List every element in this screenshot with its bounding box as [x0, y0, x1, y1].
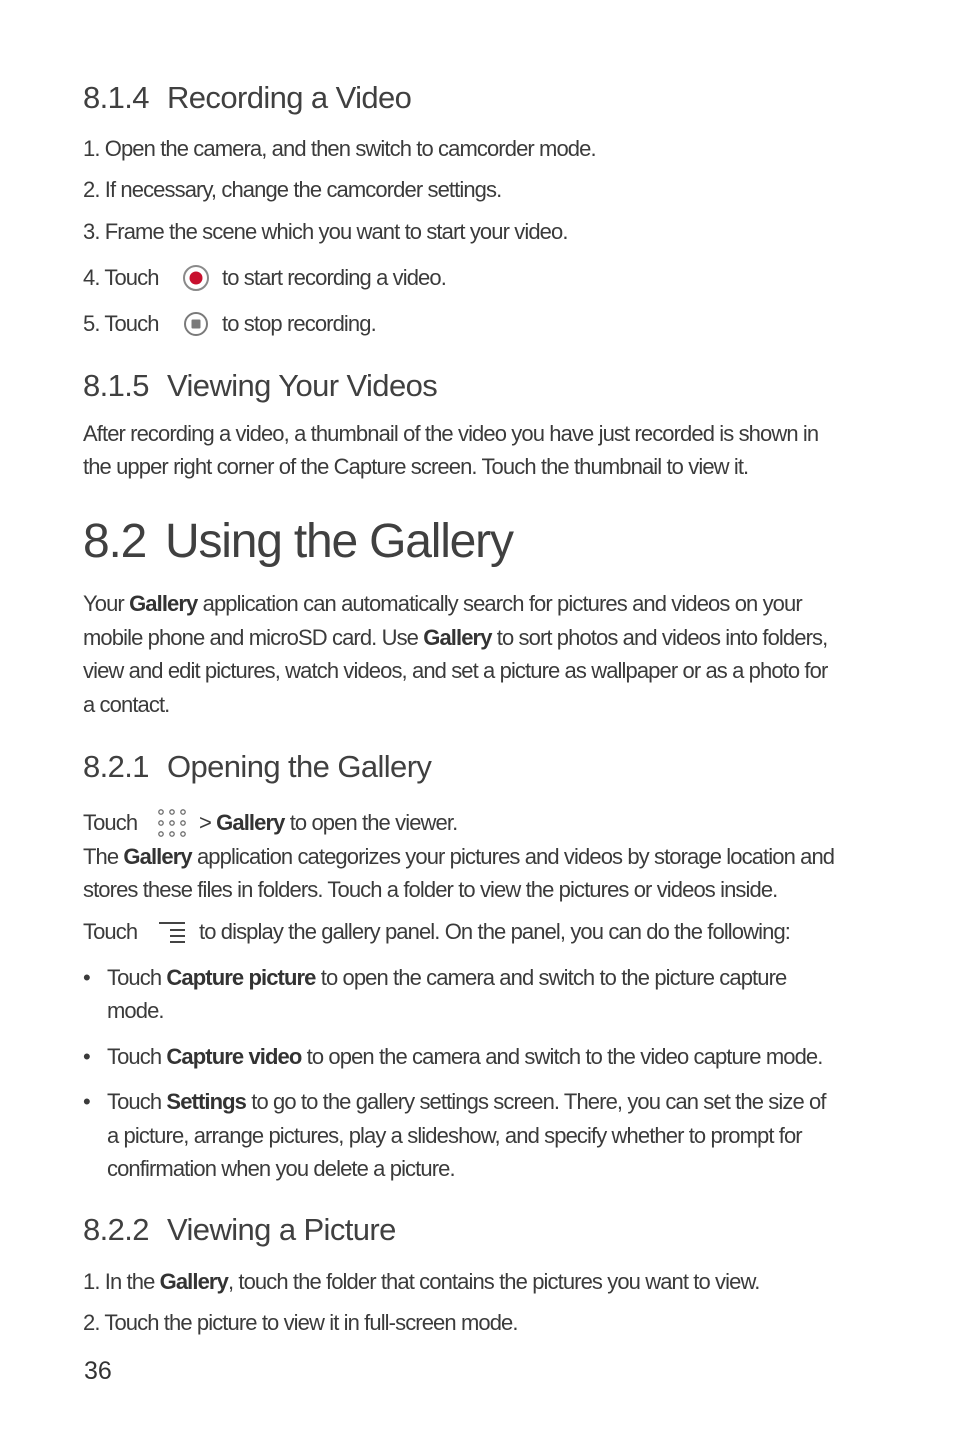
text: mobile phone and microSD card. Use: [83, 625, 424, 650]
step-3: 3. Frame the scene which you want to start your video.: [83, 219, 568, 244]
paragraph-line: [83, 625, 827, 651]
bullet: •: [83, 1044, 90, 1069]
section-number: 8.2: [83, 515, 147, 568]
heading-8-1-5: [83, 368, 437, 404]
paragraph-line: a contact.: [83, 692, 170, 717]
section-title: Using the Gallery: [165, 515, 513, 568]
step-1: [83, 1269, 759, 1295]
gallery-term: Gallery: [216, 810, 285, 835]
text: to go to the gallery settings screen. There, you can set the size of: [246, 1089, 826, 1114]
page-number: 36: [84, 1357, 112, 1385]
list-item-capture-video: [83, 1044, 823, 1070]
text: Touch: [107, 1044, 167, 1069]
section-number: 8.1.4: [83, 80, 149, 115]
section-number: 8.1.5: [83, 368, 149, 403]
text: Touch: [107, 1089, 167, 1114]
open-line-prefix: Touch: [83, 810, 138, 835]
bullet: •: [83, 965, 90, 990]
text: Touch: [107, 965, 167, 990]
text: 1. In the: [83, 1269, 160, 1294]
step-5: [83, 311, 159, 337]
step-1: 1. Open the camera, and then switch to camcorder mode.: [83, 136, 596, 161]
app-grid-icon: [157, 808, 187, 838]
section-title: Recording a Video: [167, 80, 412, 115]
panel-line-prefix: Touch: [83, 919, 138, 944]
text: application can automatically search for pictures and videos on your: [197, 591, 802, 616]
step-5-suffix: to stop recording.: [222, 311, 376, 336]
step-4-prefix: 4. Touch: [83, 265, 159, 290]
record-icon: [182, 264, 210, 292]
paragraph-line: [83, 844, 834, 870]
stop-icon: [183, 311, 209, 337]
open-line: [199, 810, 457, 836]
section-title: Opening the Gallery: [167, 749, 432, 784]
heading-8-2-1: [83, 749, 431, 785]
text: , touch the folder that contains the pictures you want to view.: [227, 1269, 760, 1294]
step-4-suffix: to start recording a video.: [222, 265, 446, 290]
paragraph-line: After recording a video, a thumbnail of the video you have just recorded is shown in: [83, 421, 819, 446]
text: The: [83, 844, 124, 869]
paragraph-line: [83, 591, 802, 617]
heading-8-1-4: [83, 80, 411, 116]
capture-picture-term: Capture picture: [166, 965, 316, 990]
step-2: 2. Touch the picture to view it in full-screen mode.: [83, 1310, 518, 1335]
step-5-prefix: 5. Touch: [83, 311, 159, 336]
bullet: •: [83, 1089, 90, 1114]
panel-line: to display the gallery panel. On the panel, you can do the following:: [199, 919, 790, 944]
list-item-settings: [83, 1089, 826, 1115]
gallery-term: Gallery: [123, 844, 192, 869]
gallery-term: Gallery: [159, 1269, 228, 1294]
paragraph-line: stores these files in folders. Touch a folder to view the pictures or videos inside.: [83, 877, 778, 902]
text: to open the camera and switch to the video capture mode.: [301, 1044, 823, 1069]
settings-term: Settings: [166, 1089, 247, 1114]
gallery-term: Gallery: [129, 591, 198, 616]
list-item-continuation: confirmation when you delete a picture.: [107, 1156, 455, 1181]
list-item-capture-picture: [83, 965, 787, 991]
heading-8-2: [83, 514, 513, 569]
list-item-continuation: mode.: [107, 998, 164, 1023]
section-title: Viewing Your Videos: [167, 368, 438, 403]
text: to open the camera and switch to the picture capture: [315, 965, 787, 990]
text: Your: [83, 591, 130, 616]
capture-video-term: Capture video: [166, 1044, 302, 1069]
list-item-continuation: a picture, arrange pictures, play a slideshow, and specify whether to prompt for: [107, 1123, 802, 1148]
paragraph-line: the upper right corner of the Capture screen. Touch the thumbnail to view it.: [83, 454, 749, 479]
text: application categorizes your pictures and videos by storage location and: [191, 844, 835, 869]
step-2: 2. If necessary, change the camcorder settings.: [83, 177, 502, 202]
text: >: [199, 810, 217, 835]
section-title: Viewing a Picture: [167, 1212, 396, 1247]
text: to open the viewer.: [284, 810, 458, 835]
menu-icon: [158, 921, 186, 945]
heading-8-2-2: [83, 1212, 396, 1248]
text: to sort photos and videos into folders,: [491, 625, 828, 650]
section-number: 8.2.2: [83, 1212, 149, 1247]
paragraph-line: view and edit pictures, watch videos, and set a picture as wallpaper or as a photo for: [83, 658, 828, 683]
section-number: 8.2.1: [83, 749, 149, 784]
gallery-term: Gallery: [423, 625, 492, 650]
step-4: [83, 265, 159, 291]
